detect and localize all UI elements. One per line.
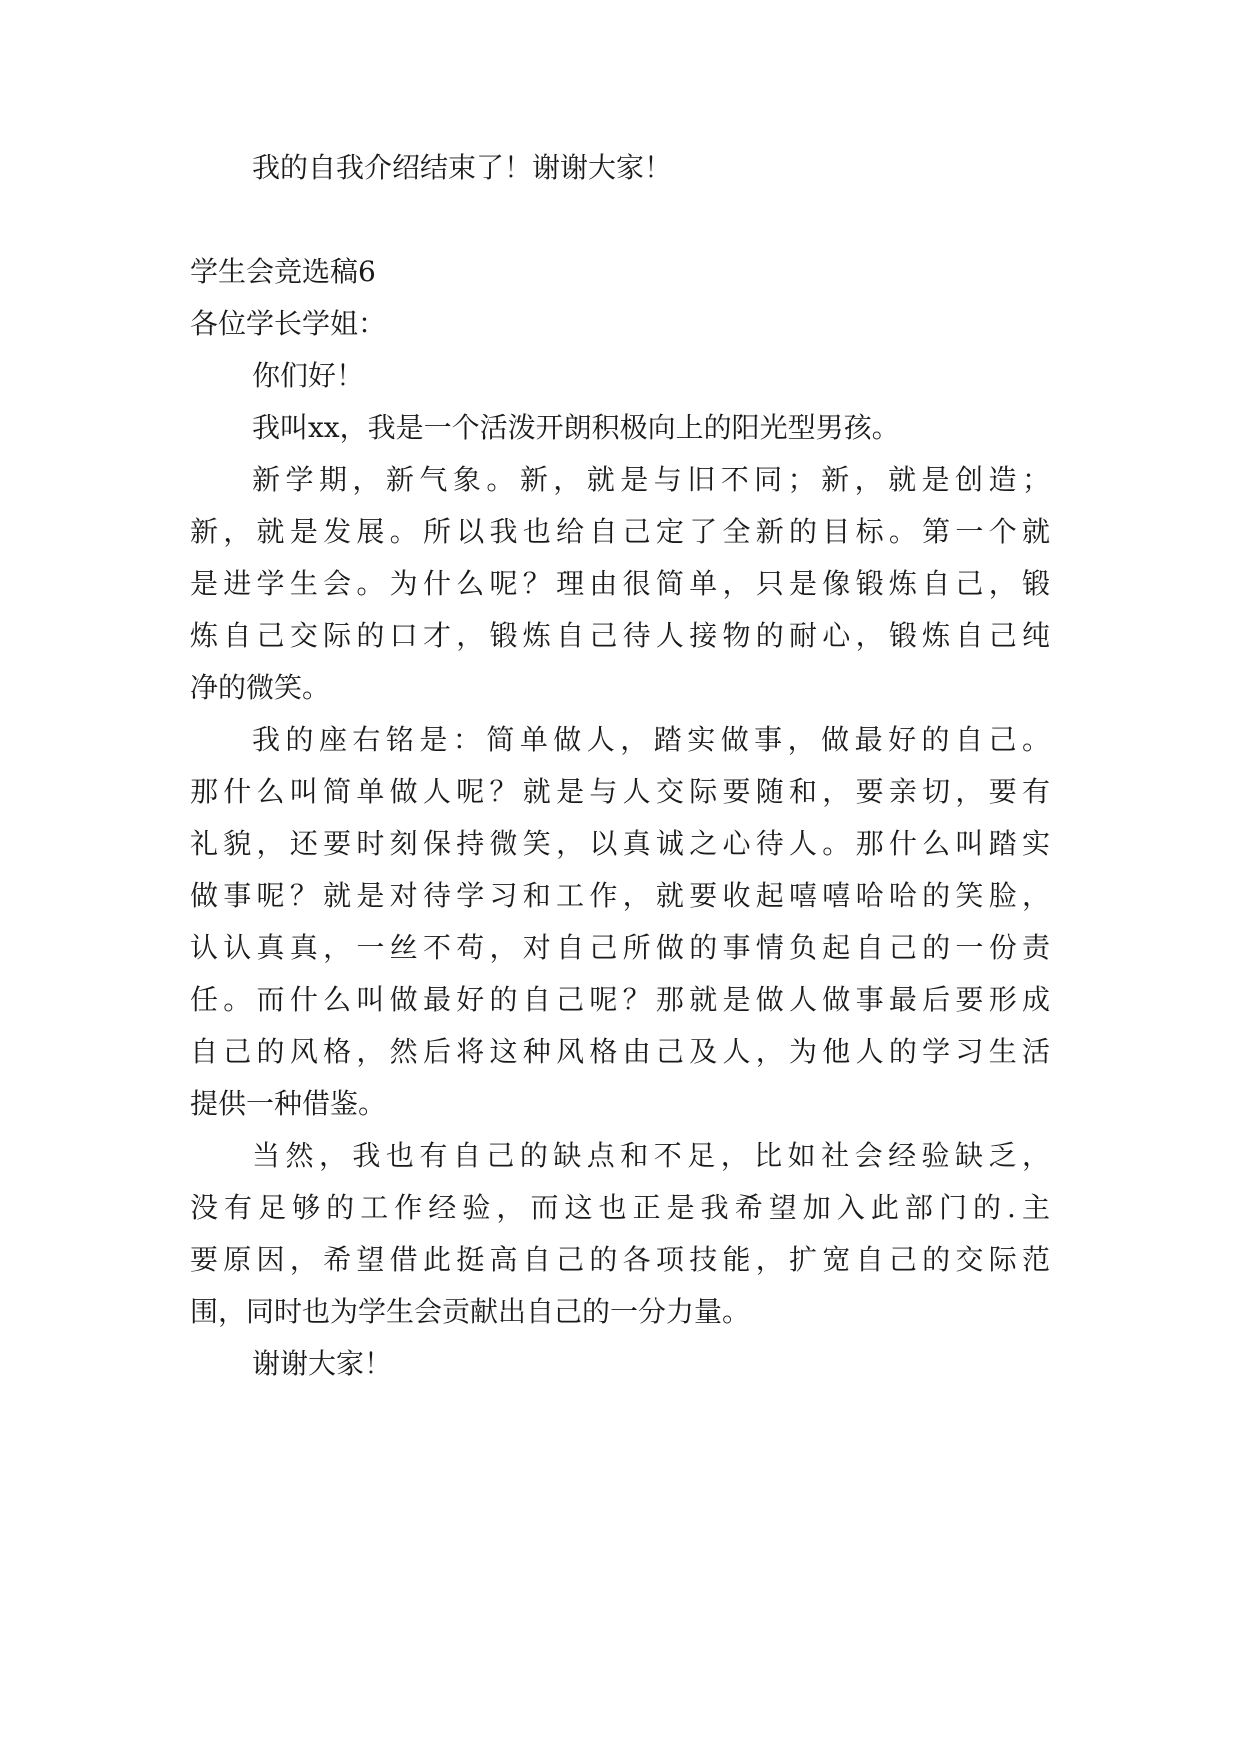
- paragraph1-line: 新，就是发展。所以我也给自己定了全新的目标。第一个就: [190, 515, 1050, 548]
- paragraph2-line: 礼貌，还要时刻保持微笑，以真诚之心待人。那什么叫踏实: [190, 827, 1050, 860]
- paragraph1-line: 净的微笑。: [190, 671, 331, 704]
- paragraph3-line: 围，同时也为学生会贡献出自己的一分力量。: [190, 1295, 751, 1328]
- paragraph1-line: 炼自己交际的口才，锻炼自己待人接物的耐心，锻炼自己纯: [190, 619, 1050, 652]
- paragraph2-line: 那什么叫简单做人呢？就是与人交际要随和，要亲切，要有: [190, 775, 1050, 808]
- paragraph2-line: 做事呢？就是对待学习和工作，就要收起嘻嘻哈哈的笑脸，: [190, 879, 1050, 912]
- salutation: 各位学长学姐：: [190, 307, 387, 340]
- paragraph2-line: 认认真真，一丝不苟，对自己所做的事情负起自己的一份责: [190, 931, 1050, 964]
- paragraph3-line: 当然，我也有自己的缺点和不足，比如社会经验缺乏，: [252, 1139, 1050, 1172]
- paragraph3-line: 要原因，希望借此挺高自己的各项技能，扩宽自己的交际范: [190, 1243, 1050, 1276]
- intro-line: 我叫xx，我是一个活泼开朗积极向上的阳光型男孩。: [252, 411, 900, 444]
- paragraph2-line: 提供一种借鉴。: [190, 1087, 387, 1120]
- paragraph3-line: 没有足够的工作经验，而这也正是我希望加入此部门的.主: [190, 1191, 1050, 1224]
- paragraph1-line: 新学期，新气象。新，就是与旧不同；新，就是创造；: [252, 463, 1050, 496]
- section-title: 学生会竞选稿6: [190, 255, 376, 288]
- paragraph2-line: 我的座右铭是：简单做人，踏实做事，做最好的自己。: [252, 723, 1050, 756]
- paragraph1-line: 是进学生会。为什么呢？理由很简单，只是像锻炼自己，锻: [190, 567, 1050, 600]
- closing-previous-line: 我的自我介绍结束了！谢谢大家！: [252, 151, 673, 184]
- greeting: 你们好！: [252, 359, 365, 392]
- paragraph2-line: 自己的风格，然后将这种风格由己及人，为他人的学习生活: [190, 1035, 1050, 1068]
- paragraph2-line: 任。而什么叫做最好的自己呢？那就是做人做事最后要形成: [190, 983, 1050, 1016]
- closing-line: 谢谢大家！: [252, 1347, 393, 1380]
